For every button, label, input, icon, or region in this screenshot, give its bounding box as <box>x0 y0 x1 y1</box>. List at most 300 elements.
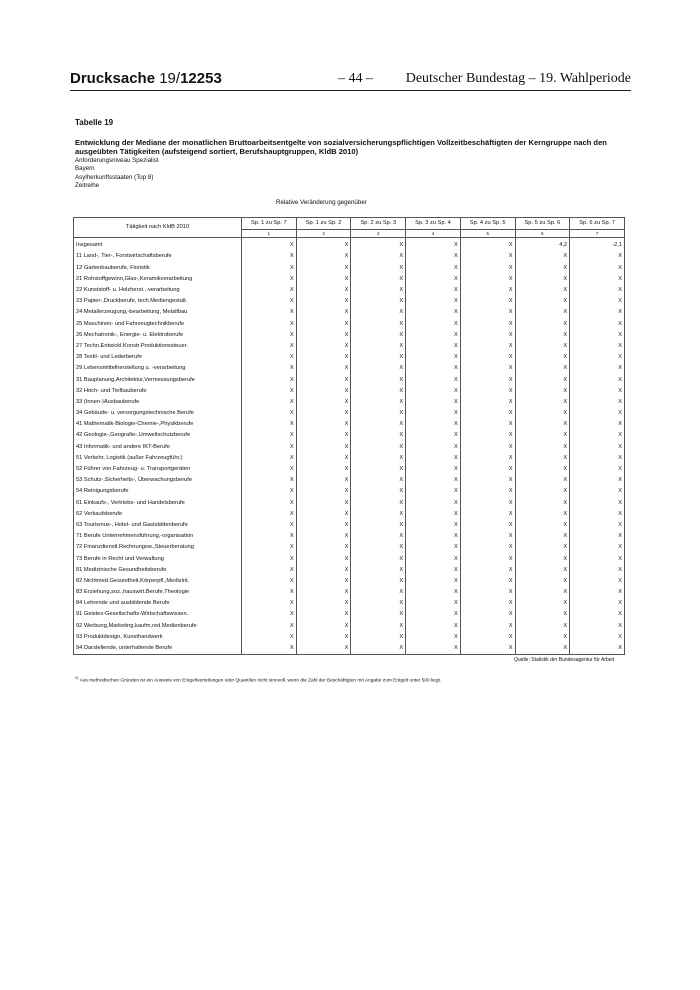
table-cell: X <box>460 319 515 330</box>
row-label: 34 Gebäude- u. versorgungstechnische Berufe <box>74 408 242 419</box>
table-cell: X <box>406 609 461 620</box>
table-row <box>74 609 625 620</box>
relative-change-header: Relative Veränderung gegenüber <box>276 199 367 206</box>
table-cell: X <box>351 621 406 632</box>
table-cell: X <box>570 553 625 564</box>
footnote-marker: X) <box>75 676 79 680</box>
table-cell: X <box>242 386 297 397</box>
meta-line: Anforderungsniveau Spezialist <box>75 157 159 164</box>
table-cell: X <box>406 520 461 531</box>
table-cell: X <box>460 576 515 587</box>
table-cell: X <box>570 498 625 509</box>
table-cell: X <box>515 587 570 598</box>
table-cell: X <box>570 307 625 318</box>
table-cell: X <box>242 565 297 576</box>
table-cell: X <box>296 486 351 497</box>
table-row <box>74 238 625 252</box>
table-row <box>74 263 625 274</box>
table-cell: X <box>296 542 351 553</box>
table-cell: X <box>460 307 515 318</box>
table-row <box>74 419 625 430</box>
table-cell: X <box>460 498 515 509</box>
table-cell: X <box>515 486 570 497</box>
table-cell: X <box>406 274 461 285</box>
row-label: 52 Führer von Fahrzeug- u. Transportgeräten <box>74 464 242 475</box>
table-cell: X <box>351 274 406 285</box>
table-cell: X <box>570 430 625 441</box>
table-cell: X <box>351 486 406 497</box>
footnote-text: Aus methodischen Gründen ist ein Ausweis von Entgeltverteilungen oder Quantilen nicht sinnvoll, wenn die Zahl der Beschäftigten mit Angabe zum Entgelt unter 500 liegt. <box>78 678 442 684</box>
table-cell: X <box>515 632 570 643</box>
table-cell: X <box>570 509 625 520</box>
data-table <box>73 217 625 655</box>
table-row <box>74 251 625 262</box>
table-cell: X <box>515 464 570 475</box>
table-cell: X <box>406 598 461 609</box>
table-cell: X <box>406 263 461 274</box>
row-label: 93 Produktdesign, Kunsthandwerk <box>74 632 242 643</box>
row-label: 82 Nichtmed.Gesundheit,Körperpfl.,Medizint. <box>74 576 242 587</box>
table-cell: X <box>296 531 351 542</box>
table-cell: X <box>296 397 351 408</box>
table-cell: X <box>515 565 570 576</box>
table-cell: X <box>296 632 351 643</box>
table-cell: X <box>296 553 351 564</box>
table-cell: X <box>515 408 570 419</box>
table-cell: X <box>296 621 351 632</box>
table-cell: X <box>242 643 297 655</box>
row-label: 84 Lehrende und ausbildende Berufe <box>74 598 242 609</box>
table-cell: X <box>296 341 351 352</box>
table-cell: X <box>460 609 515 620</box>
column-number: 1 <box>242 230 297 238</box>
table-cell: X <box>351 475 406 486</box>
table-row <box>74 453 625 464</box>
table-cell: X <box>515 621 570 632</box>
table-cell: X <box>570 352 625 363</box>
table-cell: X <box>351 542 406 553</box>
parliament-label: Deutscher Bundestag – 19. Wahlperiode <box>405 71 631 86</box>
column-number: 7 <box>570 230 625 238</box>
table-cell: X <box>515 453 570 464</box>
table-cell: X <box>351 553 406 564</box>
table-row <box>74 576 625 587</box>
table-cell: X <box>515 296 570 307</box>
table-cell: X <box>570 442 625 453</box>
table-cell: X <box>406 330 461 341</box>
table-cell: X <box>296 643 351 655</box>
table-row <box>74 386 625 397</box>
table-cell: X <box>570 587 625 598</box>
table-cell: X <box>351 408 406 419</box>
table-cell: X <box>515 442 570 453</box>
table-cell: X <box>351 576 406 587</box>
table-cell: X <box>460 587 515 598</box>
table-cell: X <box>570 285 625 296</box>
table-cell: -2,1 <box>570 238 625 252</box>
table-cell: X <box>515 363 570 374</box>
table-cell: X <box>515 643 570 655</box>
row-label: 32 Hoch- und Tiefbauberufe <box>74 386 242 397</box>
table-cell: X <box>406 621 461 632</box>
table-cell: X <box>515 553 570 564</box>
table-cell: X <box>351 263 406 274</box>
table-cell: X <box>570 621 625 632</box>
table-cell: X <box>351 285 406 296</box>
table-cell: X <box>242 251 297 262</box>
table-cell: X <box>296 307 351 318</box>
table-cell: X <box>406 576 461 587</box>
table-cell: X <box>242 274 297 285</box>
row-label: 72 Finanzdienstl.Rechnungsw.,Steuerberatung <box>74 542 242 553</box>
table-cell: X <box>242 576 297 587</box>
table-cell: X <box>351 520 406 531</box>
table-row <box>74 643 625 655</box>
table-cell: X <box>406 565 461 576</box>
table-row <box>74 587 625 598</box>
table-cell: X <box>296 408 351 419</box>
table-cell: X <box>406 430 461 441</box>
row-label: 41 Mathematik-Biologie-Chemie-,Physikberufe <box>74 419 242 430</box>
table-cell: X <box>460 553 515 564</box>
row-label: 94 Darstellende, unterhaltende Berufe <box>74 643 242 655</box>
table-cell: X <box>570 397 625 408</box>
table-title: Entwicklung der Mediane der monatlichen Bruttoarbeitsentgelte von sozialversicherungspflichtigen Vollzeitbeschäftigten der Kerngruppe nach den ausgeübten Tätigkeiten (aufsteigend sortiert, Berufshauptgruppen, KldB 2010) <box>75 138 607 156</box>
row-label: 63 Tourismus-, Hotel- und Gaststättenberufe <box>74 520 242 531</box>
table-cell: X <box>515 330 570 341</box>
table-cell: X <box>406 453 461 464</box>
table-cell: X <box>460 251 515 262</box>
table-cell: X <box>406 386 461 397</box>
table-cell: X <box>515 319 570 330</box>
table-cell: X <box>351 587 406 598</box>
table-cell: X <box>351 598 406 609</box>
table-cell: X <box>460 632 515 643</box>
table-cell: X <box>406 363 461 374</box>
table-cell: X <box>296 509 351 520</box>
table-row <box>74 621 625 632</box>
table-cell: X <box>351 330 406 341</box>
table-row <box>74 374 625 385</box>
table-cell: X <box>296 274 351 285</box>
table-cell: X <box>515 509 570 520</box>
table-cell: X <box>242 464 297 475</box>
row-label: 31 Bauplanung,Architektur,Vermessungsberufe <box>74 374 242 385</box>
table-cell: X <box>242 598 297 609</box>
table-row <box>74 520 625 531</box>
table-cell: X <box>570 531 625 542</box>
row-label: 62 Verkaufsberufe <box>74 509 242 520</box>
column-header: Sp. 1 zu Sp. 2 <box>296 218 351 230</box>
table-row <box>74 285 625 296</box>
table-cell: X <box>242 238 297 252</box>
table-cell: X <box>351 397 406 408</box>
row-label: 21 Rohstoffgewinn,Glas-,Keramikverarbeitung <box>74 274 242 285</box>
header-row <box>74 218 625 230</box>
table-cell: X <box>515 531 570 542</box>
table-cell: X <box>406 352 461 363</box>
table-cell: X <box>406 464 461 475</box>
table-cell: X <box>242 397 297 408</box>
table-cell: X <box>570 643 625 655</box>
column-header: Sp. 5 zu Sp. 6 <box>515 218 570 230</box>
table-row <box>74 363 625 374</box>
table-cell: X <box>406 509 461 520</box>
table-cell: X <box>406 319 461 330</box>
row-label: 42 Geologie-,Geografie-,Umweltschutzberufe <box>74 430 242 441</box>
table-cell: X <box>242 319 297 330</box>
table-cell: X <box>515 498 570 509</box>
table-meta <box>75 157 159 191</box>
table-cell: X <box>460 621 515 632</box>
table-cell: X <box>460 643 515 655</box>
table-cell: X <box>460 263 515 274</box>
table-cell: X <box>351 442 406 453</box>
table-cell: X <box>351 565 406 576</box>
table-cell: X <box>460 374 515 385</box>
column-header: Sp. 2 zu Sp. 3 <box>351 218 406 230</box>
table-cell: X <box>515 263 570 274</box>
table-cell: X <box>296 238 351 252</box>
row-label: 27 Techn.Entwickl.Konstr.Produktionssteuer. <box>74 341 242 352</box>
table-cell: X <box>242 553 297 564</box>
table-row <box>74 486 625 497</box>
table-cell: X <box>460 486 515 497</box>
table-row <box>74 319 625 330</box>
row-label: 54 Reinigungsberufe <box>74 486 242 497</box>
table-row <box>74 274 625 285</box>
row-label: 11 Land-, Tier-, Forstwirtschaftsberufe <box>74 251 242 262</box>
table-cell: X <box>515 251 570 262</box>
table-cell: X <box>460 453 515 464</box>
table-cell: X <box>242 263 297 274</box>
table-cell: X <box>570 419 625 430</box>
table-cell: X <box>515 285 570 296</box>
table-cell: X <box>406 632 461 643</box>
table-cell: X <box>515 397 570 408</box>
table-cell: X <box>460 285 515 296</box>
table-cell: X <box>460 442 515 453</box>
meta-line: Zeitreihe <box>75 182 100 190</box>
table-cell: X <box>515 598 570 609</box>
table-cell: X <box>406 251 461 262</box>
table-cell: X <box>242 330 297 341</box>
table-cell: X <box>406 553 461 564</box>
table-cell: X <box>460 565 515 576</box>
table-cell: X <box>406 531 461 542</box>
table-cell: X <box>296 464 351 475</box>
row-label: 25 Maschinen- und Fahrzeugtechnikberufe <box>74 319 242 330</box>
table-cell: X <box>515 576 570 587</box>
table-cell: X <box>406 341 461 352</box>
table-cell: X <box>242 442 297 453</box>
table-cell: X <box>351 531 406 542</box>
table-row <box>74 553 625 564</box>
table-cell: X <box>351 453 406 464</box>
table-row <box>74 307 625 318</box>
table-cell: X <box>570 475 625 486</box>
table-cell: X <box>351 363 406 374</box>
table-cell: X <box>406 238 461 252</box>
column-header: Sp. 1 zu Sp. 7 <box>242 218 297 230</box>
table-cell: X <box>242 352 297 363</box>
table-cell: X <box>296 587 351 598</box>
table-cell: X <box>570 453 625 464</box>
table-cell: X <box>296 352 351 363</box>
row-label: 43 Informatik- und andere IKT-Berufe <box>74 442 242 453</box>
table-row <box>74 296 625 307</box>
footnote <box>75 676 441 684</box>
row-label: 28 Textil- und Lederberufe <box>74 352 242 363</box>
column-number: 2 <box>296 230 351 238</box>
table-cell: X <box>296 576 351 587</box>
row-label: Insgesamt <box>74 238 242 252</box>
table-cell: X <box>460 386 515 397</box>
table-cell: X <box>242 531 297 542</box>
table-cell: X <box>406 285 461 296</box>
table-cell: X <box>242 632 297 643</box>
table-cell: X <box>460 475 515 486</box>
table-cell: X <box>351 374 406 385</box>
table-row <box>74 531 625 542</box>
table-cell: X <box>460 531 515 542</box>
table-cell: X <box>570 542 625 553</box>
page-header <box>70 68 631 91</box>
table-cell: X <box>242 341 297 352</box>
table-cell: X <box>351 632 406 643</box>
table-cell: X <box>242 296 297 307</box>
table-cell: X <box>570 341 625 352</box>
table-cell: X <box>296 430 351 441</box>
table-row <box>74 498 625 509</box>
table-cell: X <box>460 341 515 352</box>
table-cell: X <box>570 486 625 497</box>
table-row <box>74 509 625 520</box>
table-row <box>74 598 625 609</box>
table-cell: X <box>242 621 297 632</box>
table-cell: X <box>351 352 406 363</box>
table-cell: X <box>570 565 625 576</box>
table-cell: X <box>296 475 351 486</box>
row-label: 33 (Innen-)Ausbauberufe <box>74 397 242 408</box>
table-cell: X <box>296 330 351 341</box>
row-label: 29 Lebensmittelherstellung u. -verarbeitung <box>74 363 242 374</box>
table-cell: X <box>460 296 515 307</box>
table-row <box>74 330 625 341</box>
table-cell: X <box>406 587 461 598</box>
table-cell: X <box>515 430 570 441</box>
table-cell: X <box>242 419 297 430</box>
table-cell: X <box>570 274 625 285</box>
table-cell: X <box>296 419 351 430</box>
table-cell: X <box>351 238 406 252</box>
table-cell: X <box>351 341 406 352</box>
table-cell: X <box>296 263 351 274</box>
table-cell: X <box>296 498 351 509</box>
table-cell: X <box>515 374 570 385</box>
table-cell: X <box>242 374 297 385</box>
table-cell: X <box>242 587 297 598</box>
table-cell: X <box>351 319 406 330</box>
table-label: Tabelle 19 <box>75 118 114 127</box>
table-cell: X <box>296 319 351 330</box>
table-cell: X <box>460 408 515 419</box>
table-cell: X <box>296 598 351 609</box>
table-cell: X <box>515 520 570 531</box>
table-cell: X <box>515 352 570 363</box>
table-row <box>74 632 625 643</box>
table-cell: X <box>515 475 570 486</box>
table-cell: X <box>351 609 406 620</box>
column-header: Sp. 4 zu Sp. 5 <box>460 218 515 230</box>
row-label: 61 Einkaufs-, Vertriebs- und Handelsberufe <box>74 498 242 509</box>
table-cell: X <box>351 251 406 262</box>
table-row <box>74 352 625 363</box>
page-number: – 44 – <box>338 71 373 86</box>
table-cell: X <box>296 442 351 453</box>
table-cell: X <box>242 453 297 464</box>
table-cell: X <box>406 498 461 509</box>
table-cell: X <box>460 352 515 363</box>
source-note: Quelle: Statistik der Bundesagentur für Arbeit <box>514 657 615 663</box>
table-cell: X <box>406 419 461 430</box>
table-cell: X <box>570 464 625 475</box>
table-cell: X <box>570 319 625 330</box>
table-cell: X <box>296 609 351 620</box>
row-label: 22 Kunststoff- u. Holzherst.,-verarbeitung <box>74 285 242 296</box>
row-label: 83 Erziehung,soz.,hauswirt.Berufe,Theologie <box>74 587 242 598</box>
table-row <box>74 442 625 453</box>
table-cell: X <box>406 542 461 553</box>
row-label: 92 Werbung,Marketing,kaufm,red.Medienberufe <box>74 621 242 632</box>
table-row <box>74 341 625 352</box>
table-cell: X <box>515 419 570 430</box>
row-label: 81 Medizinische Gesundheitsberufe <box>74 565 242 576</box>
table-cell: X <box>460 330 515 341</box>
table-cell: X <box>242 509 297 520</box>
table-cell: X <box>460 238 515 252</box>
table-cell: X <box>242 285 297 296</box>
table-cell: X <box>296 296 351 307</box>
table-cell: X <box>296 565 351 576</box>
table-cell: X <box>242 307 297 318</box>
table-cell: 4,2 <box>515 238 570 252</box>
table-cell: X <box>242 430 297 441</box>
table-cell: X <box>406 374 461 385</box>
meta-line: Asylherkunftsstaaten (Top 8) <box>75 173 154 181</box>
table-cell: X <box>242 363 297 374</box>
table-cell: X <box>296 363 351 374</box>
table-body <box>74 238 625 655</box>
table-cell: X <box>570 520 625 531</box>
column-header: Sp. 3 zu Sp. 4 <box>406 218 461 230</box>
table-cell: X <box>460 274 515 285</box>
table-cell: X <box>515 274 570 285</box>
table-cell: X <box>570 386 625 397</box>
table-cell: X <box>351 307 406 318</box>
table-cell: X <box>351 430 406 441</box>
table-cell: X <box>406 475 461 486</box>
table-cell: X <box>406 486 461 497</box>
table-row <box>74 464 625 475</box>
table-cell: X <box>242 475 297 486</box>
column-number: 6 <box>515 230 570 238</box>
table-cell: X <box>242 542 297 553</box>
row-label: 24 Metallerzeugung,-bearbeitung, Metallbau <box>74 307 242 318</box>
table-cell: X <box>570 296 625 307</box>
table-cell: X <box>570 330 625 341</box>
table-cell: X <box>570 632 625 643</box>
